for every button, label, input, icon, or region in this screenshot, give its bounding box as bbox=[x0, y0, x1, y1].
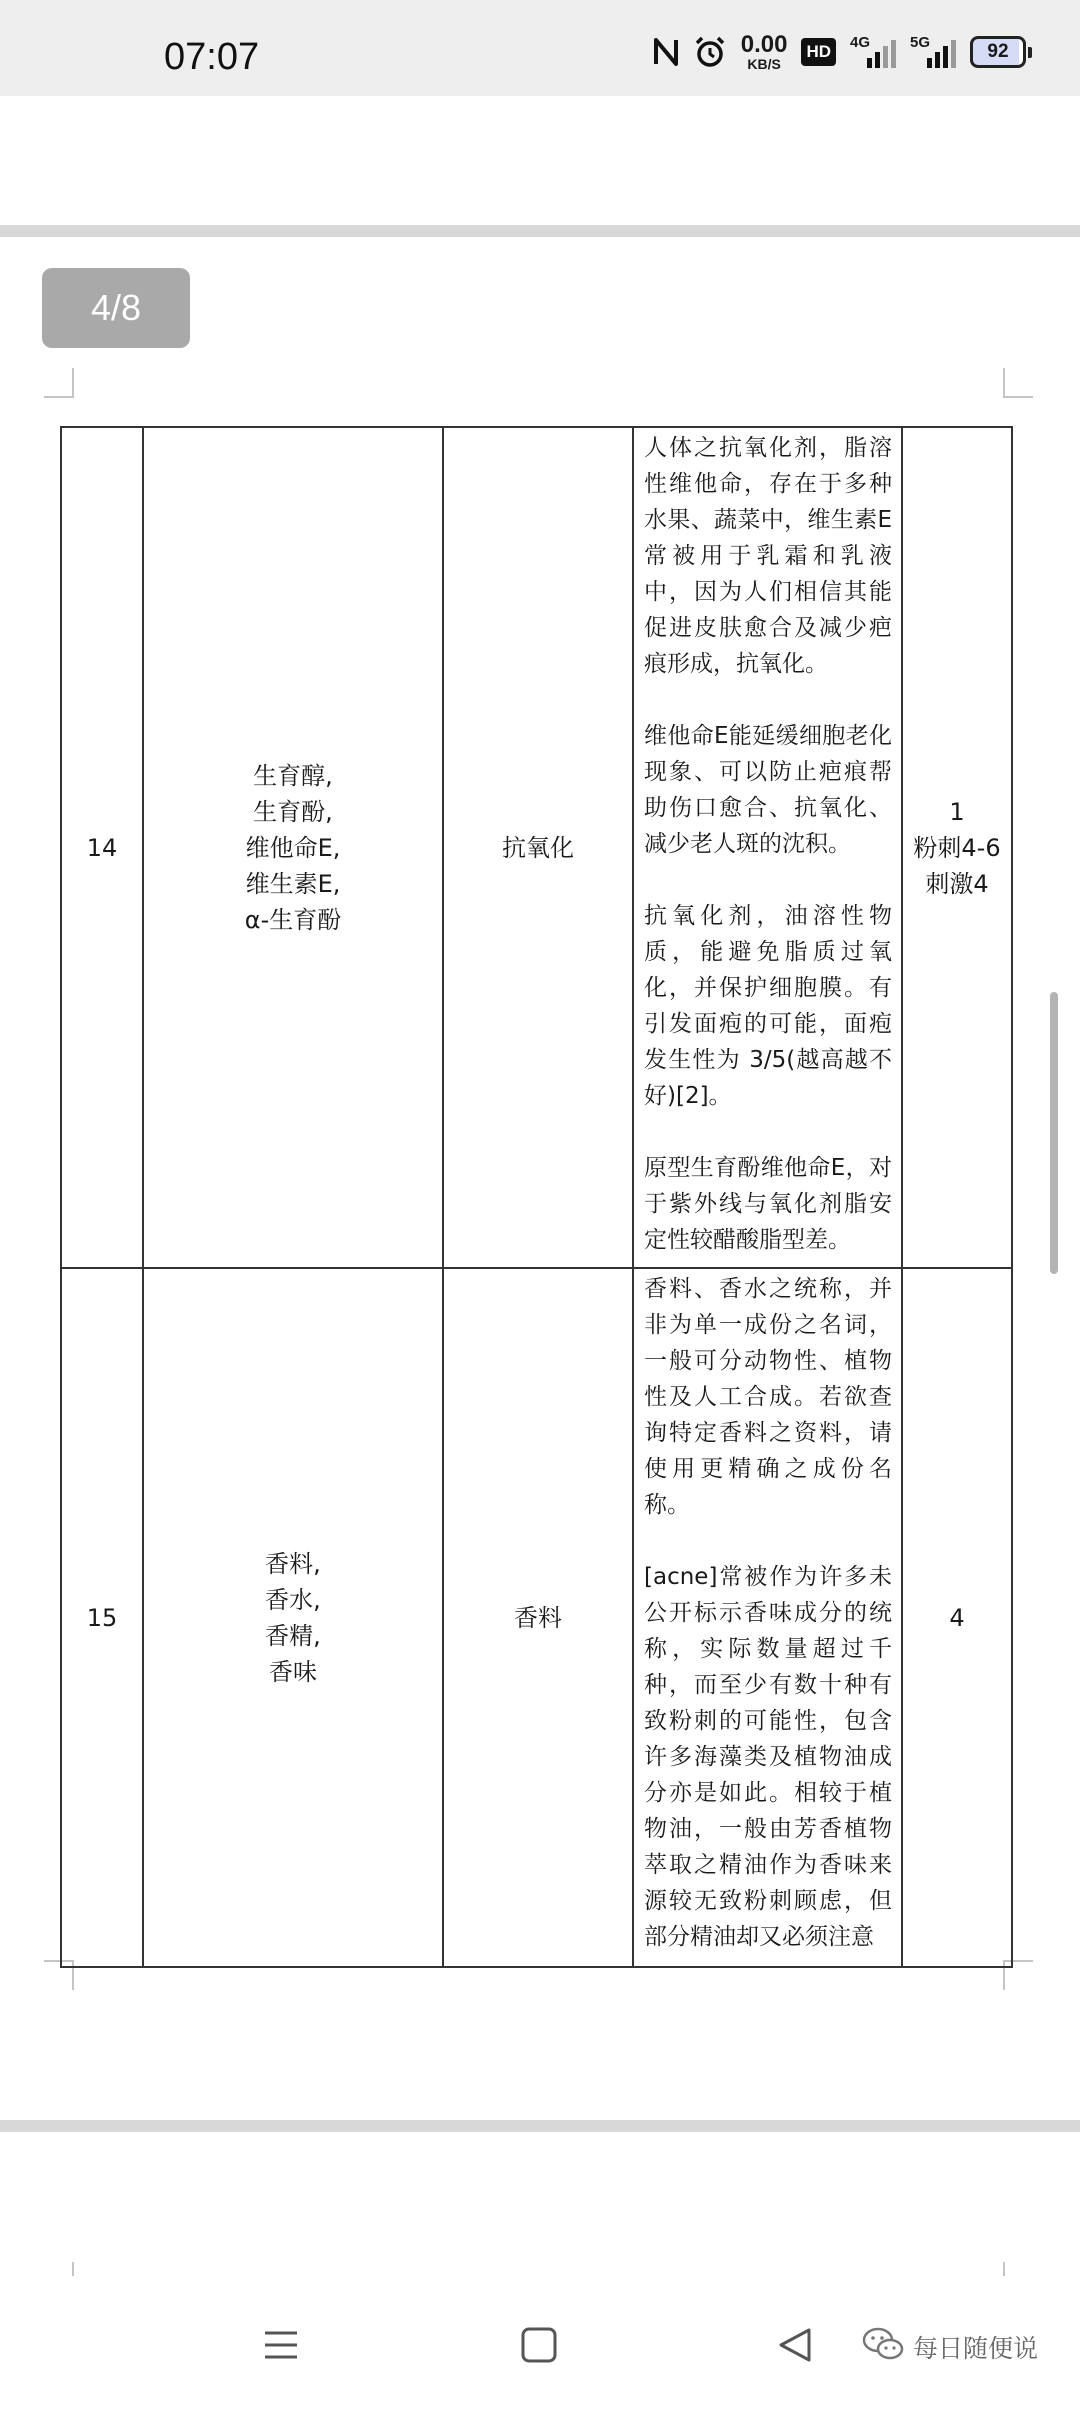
crop-mark bbox=[1003, 368, 1033, 398]
watermark-text: 每日随便说 bbox=[912, 2334, 1038, 2363]
ingredient-table bbox=[60, 426, 1013, 1968]
description-paragraph: [acne]常被作为许多未公开标示香味成分的统称，实际数量超过千种，而至少有数十种有致粉刺的可能性，包含许多海藻类及植物油成分亦是如此。相较于植物油，一般由芳香植物萃取之精油作为香味来源较无致粉刺顾虑，但部分精油却又必须注意 bbox=[644, 1564, 892, 1950]
signal-5g-icon: 5G bbox=[910, 34, 956, 70]
alarm-icon bbox=[693, 35, 727, 69]
back-icon[interactable] bbox=[770, 2320, 820, 2370]
scrollbar-thumb[interactable] bbox=[1050, 992, 1058, 1274]
rating-line: 1 bbox=[949, 797, 965, 826]
ingredient-rating bbox=[903, 428, 1011, 1267]
signal-4g-icon: 4G bbox=[850, 34, 896, 70]
row-number: 15 bbox=[86, 1603, 118, 1632]
page-indicator: 4/8 bbox=[42, 268, 190, 348]
page-separator bbox=[0, 2120, 1080, 2132]
home-icon[interactable] bbox=[514, 2320, 564, 2370]
rating-line: 粉刺4-6 bbox=[913, 833, 1001, 862]
rating-line: 4 bbox=[949, 1603, 965, 1632]
nfc-icon bbox=[653, 36, 679, 68]
ingredient-name: 维他命E, bbox=[245, 833, 341, 862]
ingredient-function: 香料 bbox=[514, 1603, 562, 1632]
ingredient-name: 维生素E, bbox=[245, 869, 341, 898]
description-paragraph: 维他命E能延缓细胞老化现象、可以防止疤痕帮助伤口愈合、抗氧化、减少老人斑的沈积。 bbox=[644, 723, 892, 857]
description-paragraph: 人体之抗氧化剂，脂溶性维他命，存在于多种水果、蔬菜中，维生素E常被用于乳霜和乳液中，因为人们相信其能促进皮肤愈合及减少疤痕形成，抗氧化。 bbox=[644, 435, 892, 677]
description-paragraph: 抗氧化剂，油溶性物质，能避免脂质过氧化，并保护细胞膜。有引发面疱的可能，面疱发生性为 3/5(越高越不好)[2]。 bbox=[644, 903, 892, 1109]
status-bar bbox=[0, 0, 1080, 96]
ingredient-names bbox=[144, 1269, 442, 1966]
menu-icon[interactable] bbox=[256, 2320, 306, 2370]
ingredient-name: α-生育酚 bbox=[244, 905, 342, 934]
ingredient-rating bbox=[903, 1269, 1011, 1966]
ingredient-function: 抗氧化 bbox=[502, 833, 574, 862]
ingredient-description bbox=[644, 430, 892, 1258]
status-time: 07:07 bbox=[164, 36, 260, 78]
ingredient-name: 生育醇, bbox=[253, 761, 333, 790]
net-speed: 0.00 KB/S bbox=[740, 31, 788, 72]
page-separator bbox=[0, 225, 1080, 237]
rating-line: 刺激4 bbox=[925, 869, 989, 898]
ingredient-name: 香味 bbox=[269, 1657, 317, 1686]
ingredient-description bbox=[644, 1271, 892, 1963]
ingredient-name: 生育酚, bbox=[253, 797, 333, 826]
status-icons bbox=[653, 30, 1032, 74]
crop-mark bbox=[44, 368, 74, 398]
ingredient-name: 香精, bbox=[265, 1621, 321, 1650]
description-paragraph: 香料、香水之统称，并非为单一成份之名词，一般可分动物性、植物性及人工合成。若欲查询特定香料之资料，请使用更精确之成份名称。 bbox=[644, 1276, 892, 1518]
crop-mark bbox=[72, 2262, 74, 2276]
ingredient-names bbox=[144, 428, 442, 1267]
hd-voice-icon: HD bbox=[801, 38, 836, 66]
row-number: 14 bbox=[86, 833, 118, 862]
ingredient-name: 香水, bbox=[265, 1585, 321, 1614]
battery-icon: 92 bbox=[970, 36, 1032, 68]
ingredient-name: 香料, bbox=[265, 1549, 321, 1578]
description-paragraph: 原型生育酚维他命E，对于紫外线与氧化剂脂安定性较醋酸脂型差。 bbox=[644, 1155, 892, 1253]
wechat-icon bbox=[861, 2326, 905, 2368]
watermark bbox=[861, 2326, 1038, 2368]
crop-mark bbox=[1003, 2262, 1005, 2276]
